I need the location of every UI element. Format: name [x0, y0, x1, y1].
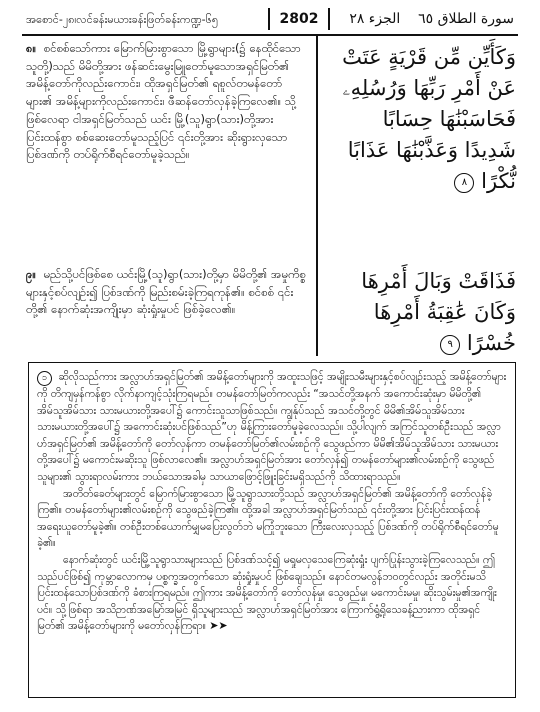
verse-translation-8 [26, 40, 308, 164]
surah-juz-title [349, 11, 514, 27]
footnote-text: အတိတ်ခေတ်များတွင် မြောက်မြားစွာသော မြို့သူရွာသားတို့သည် အလ္လာဟ်အရှင်မြတ်၏ အမိန့်တော်ကို တော်လှန်ခဲ့ကြ၏။ တမန်တော်များ၏လမ်းစဉ်ကို သွေဖည်ခဲ့ကြ၏။ ထို့အခါ အလ္လာဟ်အရှင်မြတ်သည် ၎င်းတို့အား ပြင်းပြင်းထန်ထန် အရေးယူတော်မူခဲ့၏။ တစ်ဦးတစ်ယောက်မျှမပြေးလွတ်ဘဲ မကြုံဘူးသော ကြီးလေးလှသည့် ပြစ်ဒဏ်ကို တပ်ရိုက်စီရင်တော်မူခဲ့၏။ [37, 487, 499, 550]
continuation-arrow-icon: ➤➤ [209, 619, 228, 633]
page-header [22, 8, 518, 36]
footnote-text: ဆိုလိုသည်ကား အလ္လာဟ်အရှင်မြတ်၏ အမိန့်တော်များကို အထူးသဖြင့် အမျိုးသမီးများနှင့်စပ်လျဉ်းသည့် အမိန့်တော်များကို တိကျမှန်ကန်စွာ လိုက်နာကျင့်သုံးကြရမည်။ တမန်တော်မြတ်ကလည်း “အသင်တို့အနက် အကောင်းဆုံးမှာ မိမိတို့၏ အိမ်သူအိမ်သား သားမယားတို့အပေါ်၌ ကောင်းသူသာဖြစ်သည်။ ကျွန်ုပ်သည် အသင်တို့တွင် မိမိ၏အိမ်သူအိမ်သား သားမယားတို့အပေါ်၌ အကောင်းဆုံးပင်ဖြစ်သည်”ဟု မိန့်ကြားတော်မူခဲ့လေသည်။ သို့ပါလျက် အကြင်သူတစ်ဦးသည် အလ္လာဟ်အရှင်မြတ်၏ အမိန့်တော်ကို တော်လှန်ကာ တမန်တော်မြတ်၏လမ်းစဉ်ကို သွေဖည်ကာ မိမိ၏အိမ်သူအိမ်သား သားမယားတို့အပေါ်၌ မကောင်းမဆိုးသူ ဖြစ်လာလေ၏။ အလ္လာဟ်အရှင်မြတ်အား တော်လှန်၍ တမန်တော်များ၏လမ်းစဉ်ကို သွေဖည်သူများ၏ သွားရာလမ်းကား ဘယ်သောအခါမှ သာယာဖြောင့်ဖြူးခြင်းမရှိသည်ကို သိထားရာသည်။ [37, 371, 507, 483]
arabic-text: وَكَأَيِّن مِّن قَرْيَةٍ عَتَتْ عَنْ أَمْرِ رَبِّهَا وَرُسُلِهِۦ فَحَاسَبْنَٰهَا حِسَابًا شَدِيدًا وَعَذَّبْنَٰهَا عَذَابًا نُّكْرًا [342, 45, 516, 193]
verse-translation-9 [26, 266, 308, 319]
footnote-paragraph [37, 486, 507, 552]
juz-label: الجزء ٢٨ [349, 11, 401, 27]
footnote-paragraph [37, 552, 507, 635]
footnote-marker: ၁ [37, 371, 52, 386]
ayah-number-mark: ٩ [440, 335, 460, 355]
verse-text: မည်သို့ပင်ဖြစ်စေ ယင်းမြို့(သူ)ရွာ(သား)တို့မှာ မိမိတို့၏ အမှုကိစ္စများနှင့်စပ်လျဉ်း၍ ပြစ်ဒဏ်ကို မြည်းစမ်းခဲ့ကြရကုန်၏။ စင်စစ် ၎င်းတို့၏ နောက်ဆုံးအကျိုးမှာ ဆုံးရှုံးမှုပင် ဖြစ်ခဲ့လေ၏။ [26, 267, 306, 317]
arabic-text: فَذَاقَتْ وَبَالَ أَمْرِهَا وَكَانَ عَٰقِبَةُ أَمْرِهَا خُسْرًا [361, 269, 516, 355]
footnote-text: နောက်ဆုံးတွင် ယင်းမြို့သူရွာသားများသည် ပြစ်ဒဏ်သင့်၍ မရှုမလှသေကြေဆုံးရှုံး ပျက်ပြုန်းသွားခဲ့ကြလေသည်။ ဤသည်ပင်ဖြစ်၍ ကုမ္ဘာလောကမှ ပစ္စက္ခအတွက်သော ဆုံးရှုံးမှုပင် ဖြစ်ချေသည်။ နောင်တမလွန်ဘဝတွင်လည်း အတိုင်းမသိ ပြင်းထန်သောပြစ်ဒဏ်ကို ခံစားကြရမည်။ ဤကား အမိန့်တော်ကို တော်လှန်မှု၊ သွေဖည်မှု၊ မကောင်းမမှု၊ ဆိုးသွမ်းမှု၏အကျိုးပင်။ သို့ဖြစ်ရာ အသိဉာဏ်အမြော်အမြင် ရှိသူများသည် အလ္လာဟ်အရှင်မြတ်အား ကြောက်ရွံ့ရိုသေခန့်ညားကာ ထိုအရှင်မြတ်၏ အမိန့်တော်များကို မတော်လှန်ကြရာ။ [37, 553, 497, 633]
footnote-box [28, 362, 516, 698]
arabic-verse-9 [326, 266, 516, 359]
column-divider [316, 36, 318, 356]
page-number: 2802 [268, 8, 330, 30]
footnote-paragraph [37, 369, 507, 486]
ayah-number-mark: ٨ [454, 173, 474, 193]
chapter-title: အစောင်-၂၈၊လင်ခန်းမယားခန်းဖြတ်ခန်းကဏ္ဍ-၆၅ [26, 13, 219, 26]
verse-number: ၉။ [26, 267, 36, 281]
surah-name: سورة الطلاق ٦٥ [418, 11, 514, 27]
verse-text: စင်စစ်သော်ကား မြောက်မြားစွာသော မြို့ရွာများ(၌ နေထိုင်သောသူတို့)သည် မိမိတို့အား ဖန်ဆင်းမွေးမြူတော်မူသောအရှင်မြတ်၏ အမိန့်တော်ကိုလည်းကောင်း၊ ထိုအရှင်မြတ်၏ ရစူလ်တမန်တော်များ၏ အမိန့်များကိုလည်းကောင်း၊ ဖီဆန်တော်လှန်ခဲ့ကြလေ၏။ သို့ဖြစ်လေရာ ငါအရှင်မြတ်သည် ယင်း မြို့(သူ)ရွာ(သား)တို့အား ပြင်းထန်စွာ စစ်ဆေးတော်မူသည့်ပြင် ၎င်းတို့အား ဆိုးရွားလှသော ပြစ်ဒဏ်ကို တပ်ရိုက်စီရင်တော်မူခဲ့သည်။ [26, 41, 301, 162]
arabic-verse-8 [326, 42, 516, 197]
verse-number: ၈။ [26, 41, 37, 55]
